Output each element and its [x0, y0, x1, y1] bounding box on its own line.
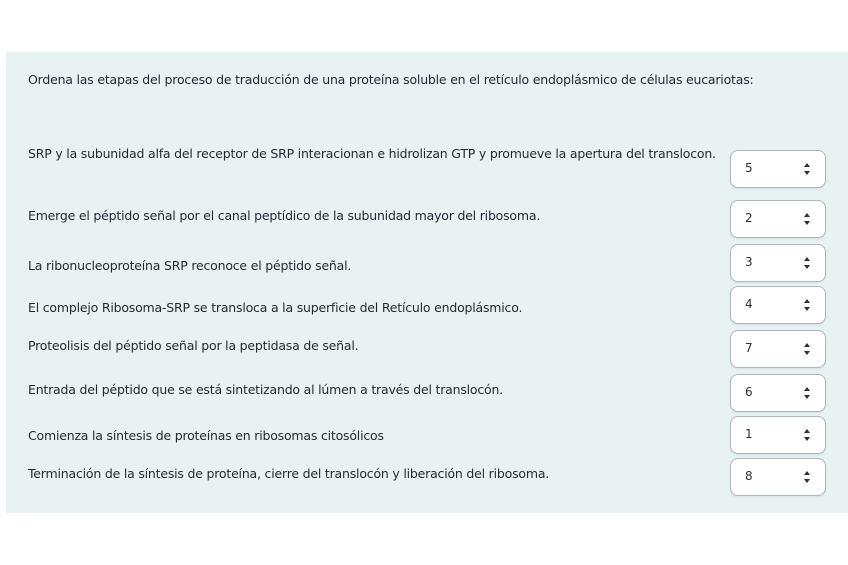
up-down-chevron-icon	[803, 470, 811, 484]
order-select-6[interactable]	[730, 374, 826, 412]
up-down-chevron-icon	[803, 256, 811, 270]
up-down-chevron-icon	[803, 386, 811, 400]
order-select-value: 5	[745, 161, 753, 175]
item-text-5: Proteolisis del péptido señal por la peptidasa de señal.	[28, 338, 359, 353]
order-select-5[interactable]	[730, 330, 826, 368]
up-down-chevron-icon	[803, 298, 811, 312]
order-select-value: 4	[745, 297, 753, 311]
item-text-1: SRP y la subunidad alfa del receptor de SRP interacionan e hidrolizan GTP y promueve la apertura del translocon.	[28, 146, 716, 161]
order-select-1[interactable]	[730, 150, 826, 188]
question-prompt: Ordena las etapas del proceso de traducción de una proteína soluble en el retículo endoplásmico de células eucariotas:	[28, 72, 754, 87]
item-text-6: Entrada del péptido que se está sintetizando al lúmen a través del translocón.	[28, 382, 503, 397]
up-down-chevron-icon	[803, 162, 811, 176]
item-text-4: El complejo Ribosoma-SRP se transloca a la superficie del Retículo endoplásmico.	[28, 300, 523, 315]
order-select-value: 3	[745, 255, 753, 269]
up-down-chevron-icon	[803, 212, 811, 226]
up-down-chevron-icon	[803, 342, 811, 356]
order-select-8[interactable]	[730, 458, 826, 496]
order-select-3[interactable]	[730, 244, 826, 282]
order-select-7[interactable]	[730, 416, 826, 454]
order-select-4[interactable]	[730, 286, 826, 324]
order-select-value: 7	[745, 341, 753, 355]
order-select-value: 2	[745, 211, 753, 225]
order-select-value: 1	[745, 427, 753, 441]
item-text-7: Comienza la síntesis de proteínas en ribosomas citosólicos	[28, 428, 384, 443]
order-select-value: 6	[745, 385, 753, 399]
order-select-2[interactable]	[730, 200, 826, 238]
item-text-2: Emerge el péptido señal por el canal peptídico de la subunidad mayor del ribosoma.	[28, 208, 541, 223]
up-down-chevron-icon	[803, 428, 811, 442]
order-select-value: 8	[745, 469, 753, 483]
question-panel	[6, 52, 848, 513]
item-text-8: Terminación de la síntesis de proteína, cierre del translocón y liberación del ribosoma.	[28, 466, 550, 481]
item-text-3: La ribonucleoproteína SRP reconoce el péptido señal.	[28, 258, 352, 273]
